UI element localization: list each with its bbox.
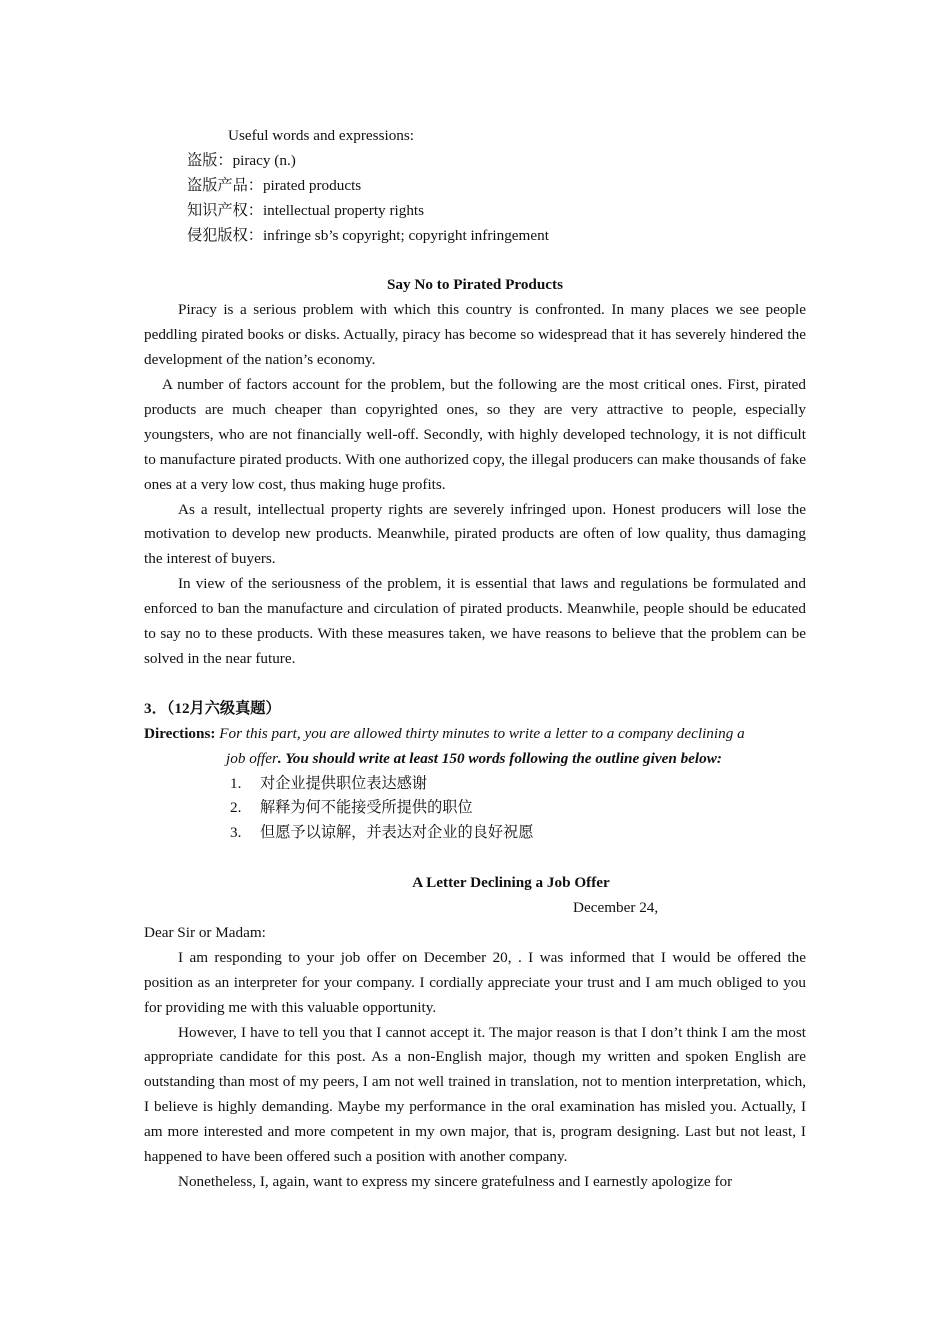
directions bbox=[144, 722, 806, 747]
spacer bbox=[144, 672, 806, 697]
vocab-item: 知识产权：intellectual property rights bbox=[187, 201, 425, 219]
vocab-item: 盗版：piracy (n.) bbox=[187, 151, 296, 169]
outline-number: 1. bbox=[230, 774, 242, 792]
essay-paragraph: As a result, intellectual property rights are severely infringed upon. Honest producers will lose the motivation to develop new products. Meanwhile, pirated products are often of low quality, thus damaging the interest of buyers. bbox=[144, 500, 806, 568]
outline-number: 3. bbox=[230, 824, 242, 842]
outline-item bbox=[144, 796, 806, 821]
directions-continued bbox=[144, 747, 806, 772]
essay-paragraph: A number of factors account for the problem, but the following are the most critical ones. First, pirated products are much cheaper than copyrighted ones, so they are very attractive to people, especially youngsters, who are not financially well-off. Secondly, with highly developed technology, it is not difficult to manufacture pirated products. With one authorized copy, the illegal producers can make thousands of fake ones at a very low cost, thus making huge profits. bbox=[144, 376, 806, 493]
essay-paragraph: Piracy is a serious problem with which this country is confronted. In many places we see people peddling pirated books or disks. Actually, piracy has become so widespread that it has severely hindered the development of the nation’s economy. bbox=[144, 301, 806, 369]
spacer bbox=[144, 249, 806, 274]
essay-paragraph: In view of the seriousness of the problem, it is essential that laws and regulations be formulated and enforced to ban the manufacture and circulation of pirated products. Meanwhile, people should be educated to say no to these products. With these measures taken, we have reasons to believe that the problem can be solved in the near future. bbox=[144, 575, 806, 668]
letter-paragraph: However, I have to tell you that I cannot accept it. The major reason is that I don’t think I am the most appropriate candidate for this post. As a non-English major, though my written and spoken English are outstanding than most of my peers, I am not well trained in translation, not to mention interpretation, which, I believe is highly demanding. Maybe my performance in the oral examination has misled you. Actually, I am more interested and more competent in my own major, that is, program designing. Last but not least, I happened to have been offered such a position with another company. bbox=[144, 1023, 806, 1166]
letter-paragraph: Nonetheless, I, again, want to express my sincere gratefulness and I earnestly apologize for bbox=[178, 1173, 733, 1191]
letter-title: A Letter Declining a Job Offer bbox=[412, 874, 610, 892]
outline-number: 2. bbox=[230, 799, 242, 817]
vocab-item: 侵犯版权：infringe sb’s copyright; copyright infringement bbox=[187, 226, 549, 244]
spacer bbox=[144, 846, 806, 871]
essay-title: Say No to Pirated Products bbox=[386, 276, 564, 294]
question-heading: 3．（12月六级真题） bbox=[144, 699, 281, 717]
document-page bbox=[144, 124, 806, 1195]
outline-item bbox=[144, 821, 806, 846]
outline-text: 解释为何不能接受所提供的职位 bbox=[260, 799, 473, 817]
outline-text: 对企业提供职位表达感谢 bbox=[260, 774, 428, 792]
outline-text: 但愿予以谅解，并表达对企业的良好祝愿 bbox=[260, 824, 534, 842]
letter-paragraph: I am responding to your job offer on December 20, . I was informed that I would be offered the position as an interpreter for your company. I cordially appreciate your trust and I am much obliged to you for providing me with this valuable opportunity. bbox=[144, 948, 806, 1016]
directions-text: . You should write at least 150 words following the outline given below: bbox=[277, 749, 722, 767]
vocab-item: 盗版产品：pirated products bbox=[187, 176, 362, 194]
directions-text: For this part, you are allowed thirty minutes to write a letter to a company declining a bbox=[219, 724, 745, 742]
directions-label: Directions: bbox=[144, 724, 216, 742]
vocab-heading: Useful words and expressions: bbox=[228, 127, 415, 144]
directions-text: job offer bbox=[226, 749, 278, 767]
letter-salutation: Dear Sir or Madam: bbox=[144, 923, 266, 941]
letter-date: December 24, bbox=[573, 899, 659, 917]
outline-item bbox=[144, 772, 806, 797]
